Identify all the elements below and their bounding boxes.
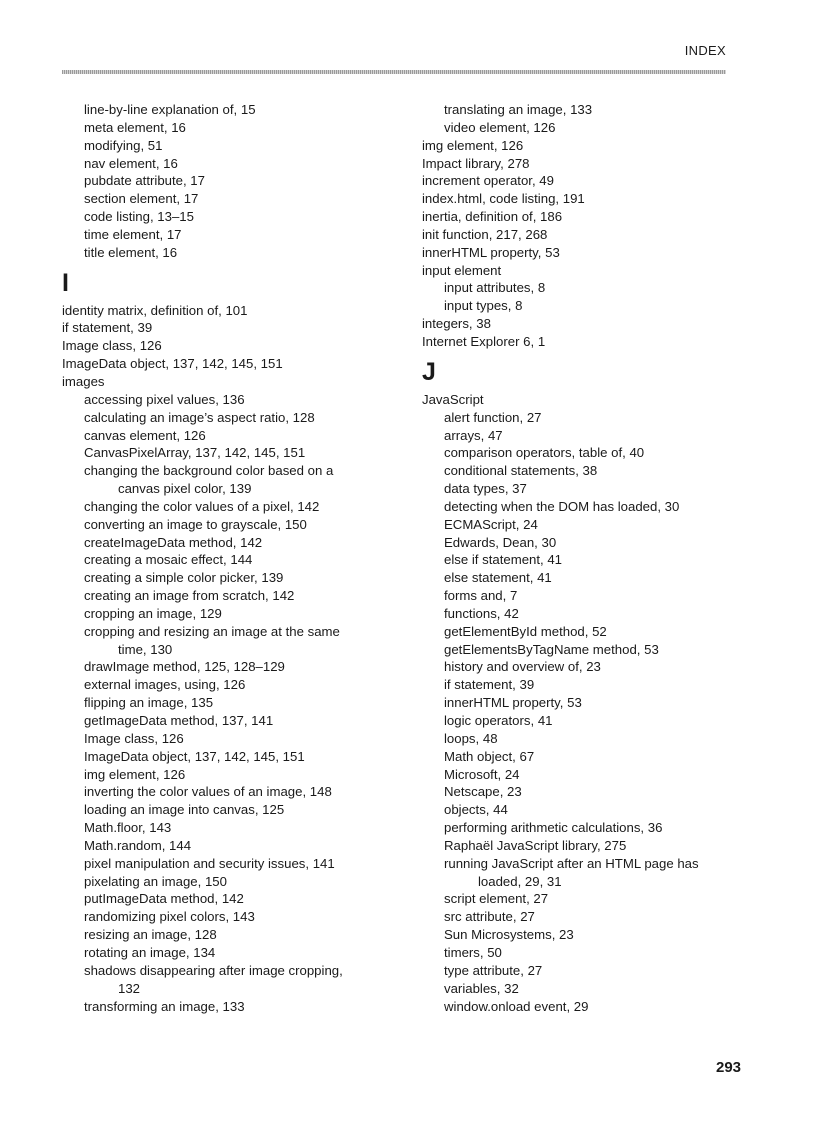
index-subentry: external images, using, 126	[84, 677, 246, 693]
index-entry: innerHTML property, 53	[422, 244, 560, 260]
index-subentry: Image class, 126	[84, 730, 184, 746]
index-subentry: Netscape, 23	[444, 784, 522, 800]
index-entry: JavaScript	[422, 391, 484, 407]
index-entry-continuation: time, 130	[118, 641, 173, 657]
index-entry: Impact library, 278	[422, 155, 530, 171]
index-subentry: changing the background color based on a	[84, 463, 334, 479]
index-subentry: loops, 48	[444, 730, 498, 746]
index-subentry: Math.floor, 143	[84, 820, 172, 836]
index-subentry: title element, 16	[84, 244, 178, 260]
header-rule	[62, 70, 726, 74]
index-subentry: performing arithmetic calculations, 36	[444, 820, 663, 836]
index-subentry: accessing pixel values, 136	[84, 391, 245, 407]
index-subentry: ECMAScript, 24	[444, 516, 538, 532]
index-subentry: time element, 17	[84, 226, 182, 242]
index-subentry: section element, 17	[84, 191, 199, 207]
index-subentry: pubdate attribute, 17	[84, 173, 205, 189]
index-subentry: loading an image into canvas, 125	[84, 802, 285, 818]
index-subentry: objects, 44	[444, 802, 508, 818]
running-head: INDEX	[684, 43, 726, 58]
index-subentry: changing the color values of a pixel, 142	[84, 498, 320, 514]
index-subentry: variables, 32	[444, 980, 519, 996]
index-subentry: if statement, 39	[444, 677, 535, 693]
index-subentry: video element, 126	[444, 119, 556, 135]
index-entry: integers, 38	[422, 316, 491, 332]
index-subentry: code listing, 13–15	[84, 209, 194, 225]
index-subentry: data types, 37	[444, 481, 527, 497]
index-subentry: Math.random, 144	[84, 837, 192, 853]
index-subentry: pixelating an image, 150	[84, 873, 227, 889]
index-subentry: conditional statements, 38	[444, 463, 598, 479]
index-entry: increment operator, 49	[422, 173, 554, 189]
index-entry: img element, 126	[422, 137, 524, 153]
index-subentry: cropping and resizing an image at the same	[84, 623, 340, 639]
index-subentry: pixel manipulation and security issues, 141	[84, 855, 335, 871]
index-subentry: Math object, 67	[444, 748, 535, 764]
index-subentry: shadows disappearing after image cropping,	[84, 962, 343, 978]
index-subentry: Raphaël JavaScript library, 275	[444, 837, 627, 853]
index-subentry: creating a simple color picker, 139	[84, 570, 284, 586]
index-entry: Image class, 126	[62, 338, 162, 354]
index-subentry: getElementsByTagName method, 53	[444, 641, 659, 657]
index-entry: ImageData object, 137, 142, 145, 151	[62, 356, 283, 372]
index-entry-continuation: canvas pixel color, 139	[118, 481, 252, 497]
index-subentry: CanvasPixelArray, 137, 142, 145, 151	[84, 445, 306, 461]
index-subentry: nav element, 16	[84, 155, 178, 171]
index-subentry: modifying, 51	[84, 137, 163, 153]
index-subentry: createImageData method, 142	[84, 534, 263, 550]
index-entry: identity matrix, definition of, 101	[62, 302, 248, 318]
index-subentry: arrays, 47	[444, 427, 503, 443]
index-subentry: img element, 126	[84, 766, 186, 782]
index-subentry: putImageData method, 142	[84, 891, 244, 907]
index-subentry: comparison operators, table of, 40	[444, 445, 645, 461]
index-entry: init function, 217, 268	[422, 226, 548, 242]
index-subentry: logic operators, 41	[444, 713, 553, 728]
index-subentry: ImageData object, 137, 142, 145, 151	[84, 748, 305, 764]
index-entry: index.html, code listing, 191	[422, 191, 585, 207]
index-subentry: running JavaScript after an HTML page has	[444, 855, 699, 871]
index-subentry: canvas element, 126	[84, 427, 206, 443]
index-subentry: drawImage method, 125, 128–129	[84, 659, 285, 675]
index-subentry: else statement, 41	[444, 570, 552, 586]
index-subentry: flipping an image, 135	[84, 695, 214, 711]
index-column-right	[422, 101, 742, 1015]
index-column-left	[62, 101, 382, 1015]
index-subentry: Sun Microsystems, 23	[444, 927, 574, 943]
index-subentry: inverting the color values of an image, 148	[84, 784, 332, 800]
section-letter-j: J	[422, 357, 436, 386]
index-subentry: Edwards, Dean, 30	[444, 534, 557, 550]
index-subentry: translating an image, 133	[444, 102, 593, 117]
index-entry: Internet Explorer 6, 1	[422, 333, 546, 349]
index-entry: inertia, definition of, 186	[422, 209, 563, 225]
index-subentry: rotating an image, 134	[84, 944, 216, 960]
index-subentry: calculating an image’s aspect ratio, 128	[84, 409, 315, 425]
index-entry-continuation: 132	[118, 980, 141, 996]
index-subentry: timers, 50	[444, 944, 502, 960]
index-entry: input element	[422, 262, 502, 278]
index-subentry: functions, 42	[444, 605, 519, 621]
index-entry: images	[62, 373, 105, 389]
index-subentry: Microsoft, 24	[444, 766, 520, 782]
index-subentry: randomizing pixel colors, 143	[84, 909, 255, 925]
index-subentry: forms and, 7	[444, 588, 518, 604]
index-subentry: innerHTML property, 53	[444, 695, 582, 711]
index-subentry: detecting when the DOM has loaded, 30	[444, 498, 680, 514]
index-subentry: else if statement, 41	[444, 552, 563, 568]
index-subentry: getImageData method, 137, 141	[84, 713, 274, 728]
index-subentry: resizing an image, 128	[84, 927, 217, 943]
index-subentry: transforming an image, 133	[84, 998, 245, 1014]
index-subentry: getElementById method, 52	[444, 623, 607, 639]
index-subentry: creating an image from scratch, 142	[84, 588, 295, 604]
index-subentry: type attribute, 27	[444, 962, 543, 978]
page-number: 293	[716, 1059, 742, 1076]
index-subentry: input attributes, 8	[444, 280, 546, 296]
index-subentry: window.onload event, 29	[444, 998, 589, 1014]
index-subentry: converting an image to grayscale, 150	[84, 516, 307, 532]
index-subentry: input types, 8	[444, 298, 523, 314]
index-entry: if statement, 39	[62, 320, 153, 336]
index-subentry: line-by-line explanation of, 15	[84, 102, 256, 117]
index-subentry: history and overview of, 23	[444, 659, 601, 675]
index-subentry: alert function, 27	[444, 409, 542, 425]
index-entry-continuation: loaded, 29, 31	[478, 873, 562, 889]
index-subentry: script element, 27	[444, 891, 549, 907]
index-subentry: creating a mosaic effect, 144	[84, 552, 253, 568]
section-letter-i: I	[62, 268, 69, 297]
index-subentry: cropping an image, 129	[84, 605, 222, 621]
index-subentry: meta element, 16	[84, 119, 186, 135]
index-subentry: src attribute, 27	[444, 909, 535, 925]
